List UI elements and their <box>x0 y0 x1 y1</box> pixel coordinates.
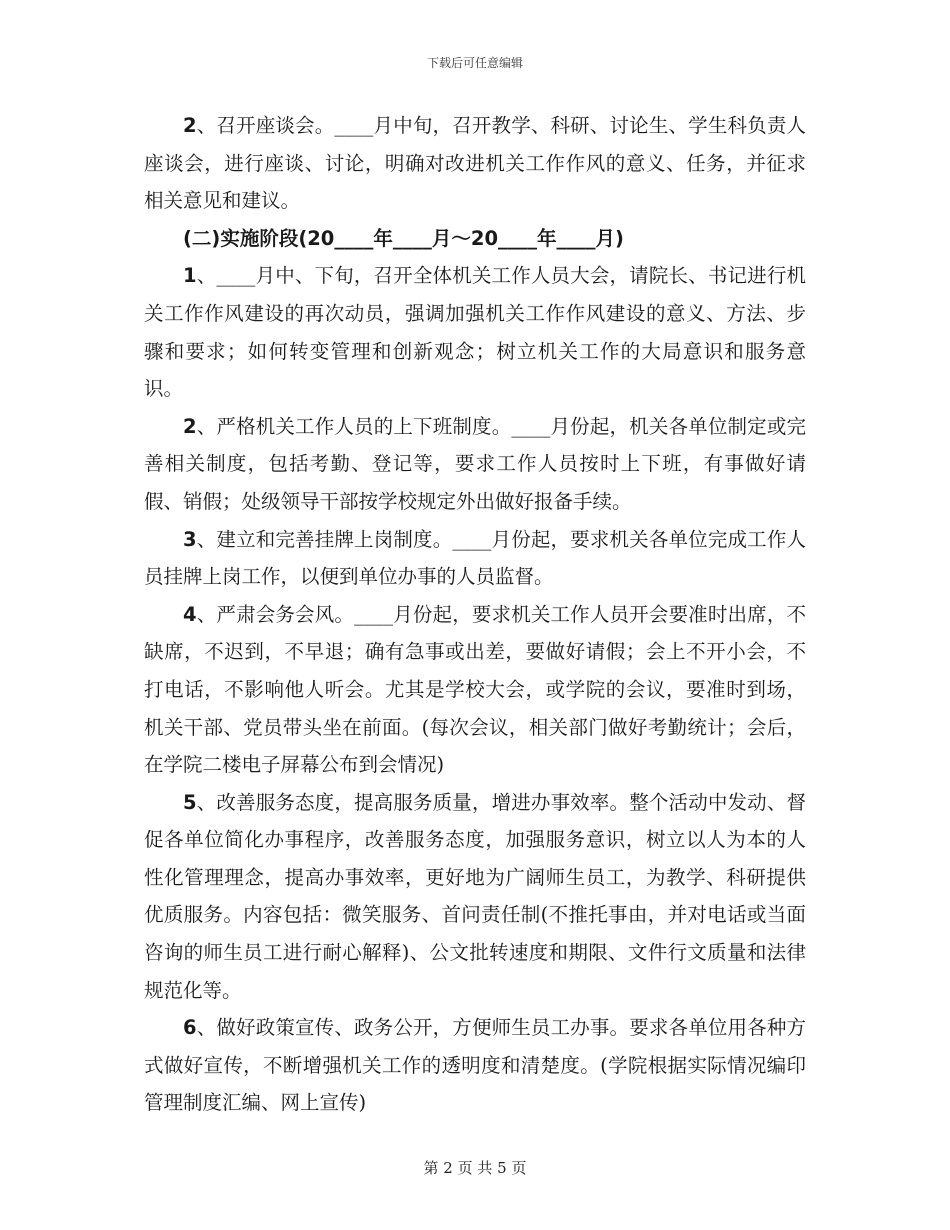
paragraph-text: 、召开座谈会。____月中旬，召开教学、科研、讨论生、学生科负责人座谈会，进行座谈、讨论，明确对改进机关工作作风的意义、任务，并征求相关意见和建议。 <box>144 114 806 213</box>
item-number: 4 <box>183 602 197 626</box>
paragraph-2-attendance <box>144 408 806 521</box>
item-number: 2 <box>183 114 197 137</box>
paragraph-3-badge <box>144 521 806 596</box>
paragraph-6-publicity <box>144 1009 806 1122</box>
document-body <box>144 107 806 1122</box>
paragraph-2-symposium <box>144 107 806 220</box>
paragraph-text: 、严格机关工作人员的上下班制度。____月份起，机关各单位制定或完善相关制度，包括考勤、登记等，要求工作人员按时上下班，有事做好请假、销假；处级领导干部按学校规定外出做好报备手续。 <box>144 414 806 513</box>
heading-text: (二)实施阶段(20____年____月～20____年____月) <box>183 226 624 250</box>
section-heading-implementation <box>144 220 806 258</box>
item-number: 2 <box>183 414 197 438</box>
paragraph-4-meetings <box>144 596 806 784</box>
item-number: 1 <box>183 264 197 288</box>
paragraph-text: 、____月中、下旬，召开全体机关工作人员大会，请院长、书记进行机关工作作风建设的再次动员，强调加强机关工作作风建设的意义、方法、步骤和要求；如何转变管理和创新观念；树立机关工作的大局意识和服务意识。 <box>144 264 806 401</box>
item-number: 6 <box>183 1016 197 1040</box>
item-number: 3 <box>183 527 197 551</box>
paragraph-text: 、做好政策宣传、政务公开，方便师生员工办事。要求各单位用各种方式做好宣传，不断增强机关工作的透明度和清楚度。(学院根据实际情况编印管理制度汇编、网上宣传) <box>144 1016 806 1115</box>
paragraph-text: 、改善服务态度，提高服务质量，增进办事效率。整个活动中发动、督促各单位简化办事程序，改善服务态度，加强服务意识，树立以人为本的人性化管理理念，提高办事效率，更好地为广阔师生员工，为教学、科研提供优质服务。内容包括：微笑服务、首问责任制(不推托事由，并对电话或当面咨询的师生员工进行耐心解释)、公文批转速度和期限、文件行文质量和法律规范化等。 <box>144 790 806 1002</box>
paragraph-text: 、严肃会务会风。____月份起，要求机关工作人员开会要准时出席，不缺席，不迟到，不早退；确有急事或出差，要做好请假；会上不开小会，不打电话，不影响他人听会。尤其是学校大会，或学院的会议，要准时到场，机关干部、党员带头坐在前面。(每次会议，相关部门做好考勤统计；会后，在学院二楼电子屏幕公布到会情况) <box>144 602 806 777</box>
item-number: 5 <box>183 790 197 814</box>
paragraph-5-service <box>144 784 806 1010</box>
page-header: 下载后可任意编辑 <box>426 56 523 70</box>
paragraph-text: 、建立和完善挂牌上岗制度。____月份起，要求机关各单位完成工作人员挂牌上岗工作，以便到单位办事的人员监督。 <box>144 527 806 589</box>
paragraph-1-mobilization <box>144 257 806 407</box>
page-footer: 第 2 页 共 5 页 <box>423 1159 527 1177</box>
